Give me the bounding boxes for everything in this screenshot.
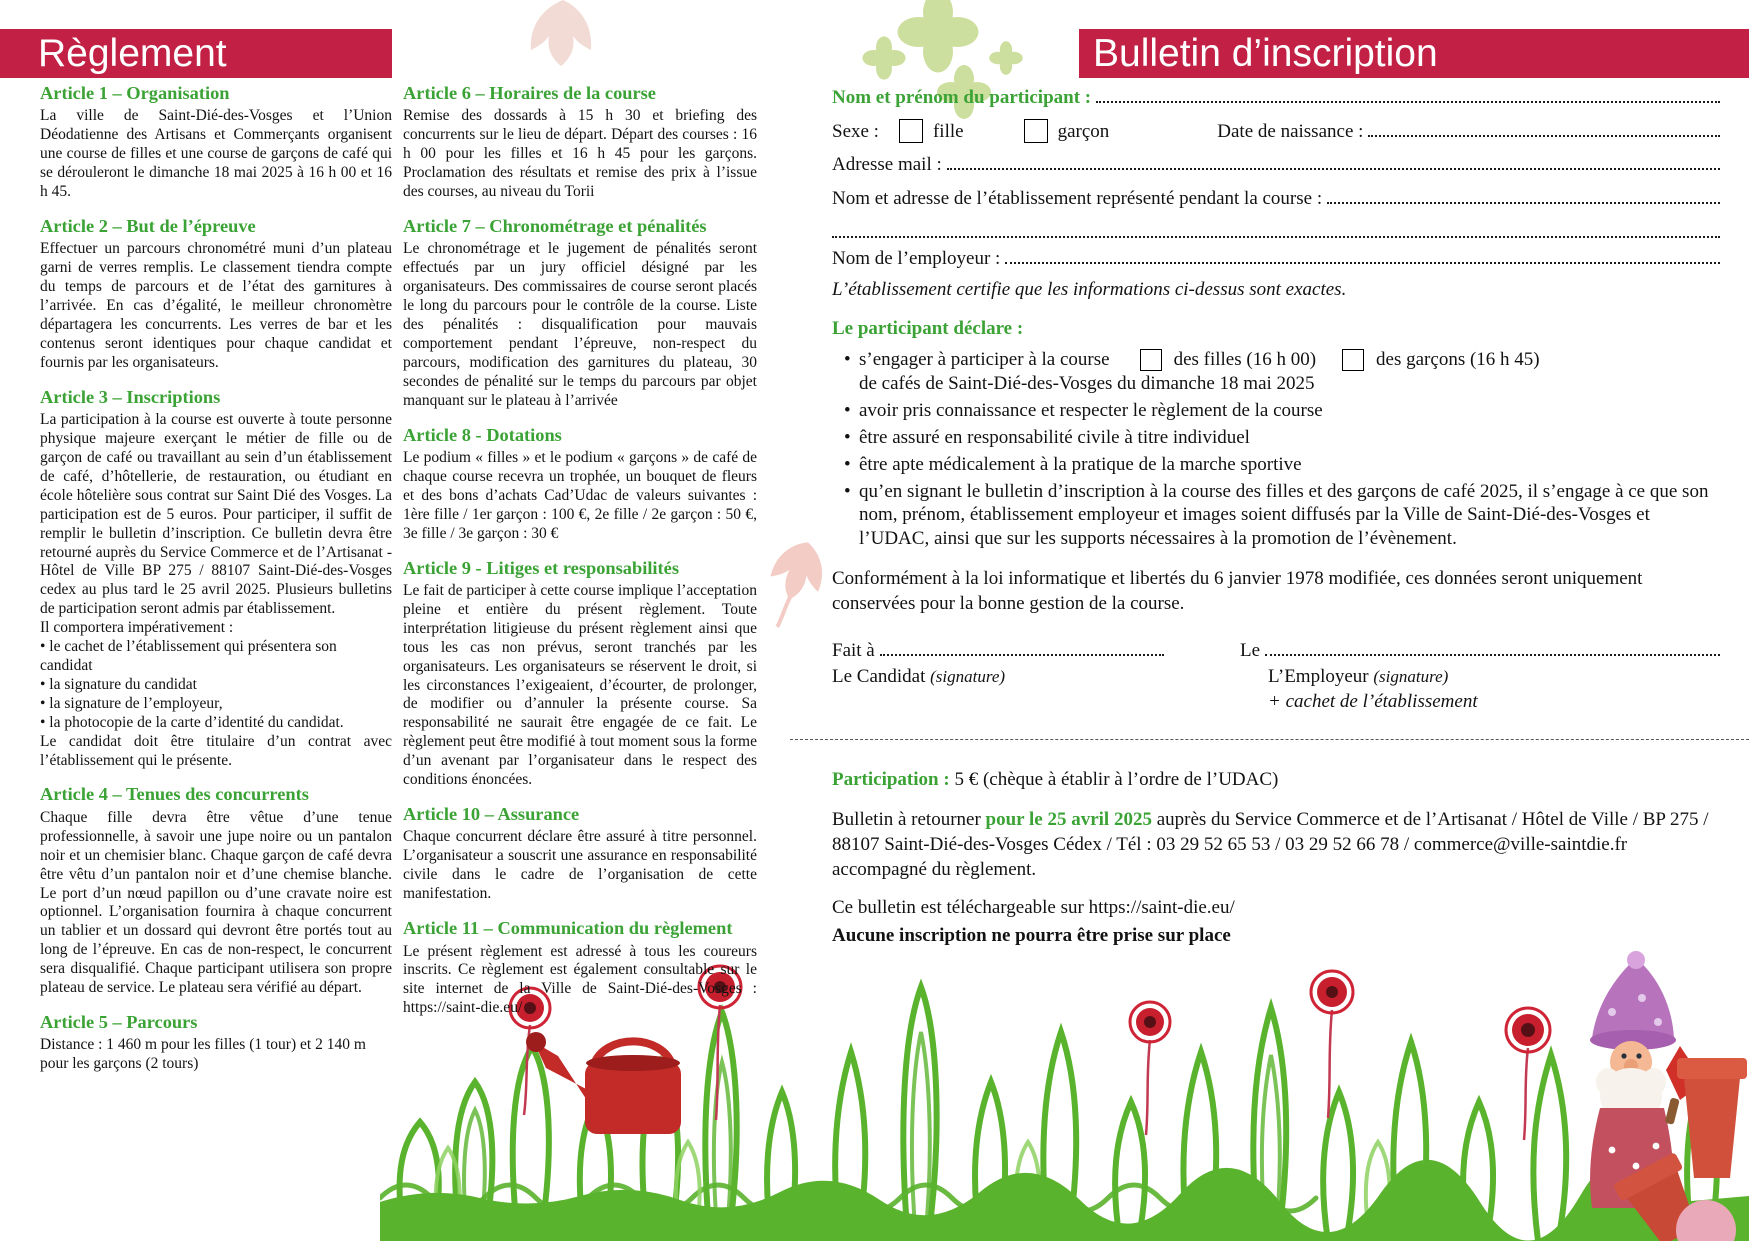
declaration-item-2: • avoir pris connaissance et respecter le règlement de la course xyxy=(844,399,1323,421)
sex-label: Sexe : xyxy=(832,120,879,142)
declaration-item-1-line2: de cafés de Saint-Dié-des-Vosges du dimanche 18 mai 2025 xyxy=(859,372,1315,394)
candidate-signature-label: Le Candidat (signature) xyxy=(832,666,1006,688)
article-1-title: Article 1 – Organisation xyxy=(40,83,230,103)
article-9 xyxy=(403,557,757,790)
date-label: Le xyxy=(1240,639,1261,661)
declaration-item-3: • être assuré en responsabilité civile à titre individuel xyxy=(844,426,1250,448)
article-4-title: Article 4 – Tenues des concurrents xyxy=(40,784,309,805)
employer-row xyxy=(832,245,1720,272)
bulletin-form xyxy=(832,84,1720,949)
article-10-title: Article 10 – Assurance xyxy=(403,804,580,824)
place-date-row xyxy=(832,637,1720,664)
reglement-column-2 xyxy=(403,82,757,1031)
declaration-item-1: • s’engager à participer à la course des filles (16 h 00) des garçons (16 h 45) de cafés de Saint-Dié-des-Vosges du dimanche 18 mai 2025 xyxy=(844,348,1720,396)
poppy-flower xyxy=(1311,971,1353,1118)
certification-note: L’établissement certifie que les informations ci-dessus sont exactes. xyxy=(832,279,1347,301)
article-1 xyxy=(40,82,392,202)
done-at-field[interactable] xyxy=(880,637,1164,656)
declaration-item-1-text: s’engager à participer à la course xyxy=(859,348,1110,370)
article-3 xyxy=(40,386,392,771)
article-3-title: Article 3 – Inscriptions xyxy=(40,386,221,407)
article-9-title: Article 9 - Litiges et responsabilités xyxy=(403,557,679,578)
reglement-column-1 xyxy=(40,82,392,1087)
article-8-body: Le podium « filles » et le podium « garçons » de café de chaque course recevra un trophée, un bouquet de fleurs et des bons d’achats Cad’Udac de valeurs suivantes : 1ère fille / 1er garçon : 100 €, 2e fille / 2e garçon : 50 €, 3e fille / 3e garçon : 30 € xyxy=(403,449,757,542)
article-3-bullet: • la signature de l’employeur, xyxy=(40,694,223,712)
article-11 xyxy=(403,917,757,1018)
email-field[interactable] xyxy=(947,151,1720,170)
employer-signature-label: L’Employeur xyxy=(1268,666,1369,688)
return-instructions: Bulletin à retourner pour le 25 avril 2025 auprès du Service Commerce et de l’Artisanat / Hôtel de Ville / BP 275 / 88107 Saint-Dié-des-Vosges Cédex / Tél : 03 29 52 65 53 / 03 29 52 66 78 / commerce@ville-saintdie.fr accompagné du règlement. xyxy=(832,809,1709,880)
sex-option-garcon-label: garçon xyxy=(1057,120,1110,142)
establishment-field-line2[interactable] xyxy=(832,219,1720,238)
cut-line xyxy=(790,739,1749,740)
article-10-body: Chaque concurrent déclare être assuré à titre personnel. L’organisateur a souscrit une assurance en responsabilité civile dans le cadre de l’organisation de cette manifestation. xyxy=(403,828,757,903)
date-field[interactable] xyxy=(1265,637,1720,656)
checkbox-fille[interactable] xyxy=(899,119,923,143)
employer-field[interactable] xyxy=(1005,245,1720,264)
article-5-title: Article 5 – Parcours xyxy=(40,1011,198,1032)
article-3-bullet: • la photocopie de la carte d’identité du candidat. xyxy=(40,713,344,731)
email-label: Adresse mail : xyxy=(832,154,942,176)
birthdate-field[interactable] xyxy=(1368,118,1720,137)
article-7-body: Le chronométrage et le jugement de pénalités seront effectués par un jury officiel désigné par les organisateurs. Des commissaires de course seront placés le long du parcours pour le contrôle de la course. Liste des pénalités : disqualification pour mauvais comportement pendant l’épreuve, non-respect du parcours, modification des garnitures du plateau, 30 secondes de pénalité sur le temps du parcours par objet manquant sur le plateau à l’arrivée xyxy=(403,240,757,409)
done-at-label: Fait à xyxy=(832,639,875,661)
participant-name-field[interactable] xyxy=(1096,84,1720,103)
signature-row xyxy=(832,665,1720,714)
leaf-decoration-middle xyxy=(752,538,837,633)
article-6-title: Article 6 – Horaires de la course xyxy=(403,83,656,103)
participation-label: Participation : xyxy=(832,768,950,790)
article-5 xyxy=(40,1011,392,1074)
establishment-row xyxy=(832,185,1720,212)
declaration-title: Le participant déclare : xyxy=(832,318,1024,340)
participation-text: 5 € (chèque à établir à l’ordre de l’UDAC) xyxy=(954,768,1279,790)
article-3-body: La participation à la course est ouverte à toute personne physique majeure exerçant le métier de fille ou de garçon de café ou travaillant au sein d’un établissement de café, d’hôtellerie, de restauration, ou étudiant en école hôtelière sous contrat sur Saint Dié des Vosges. La participation est de 5 euros. Pour participer, il suffit de remplir le bulletin d’inscription. Ce bulletin devra être retourné auprès du Service Commerce et de l’Artisanat - Hôtel de Ville BP 275 / 88107 Saint-Dié-des-Vosges cedex au plus tard le 25 avril 2025. Plusieurs bulletins de participation seront admis par établissement. xyxy=(40,411,392,618)
article-3-intro: Il comportera impérativement : xyxy=(40,619,234,637)
article-3-bullet: • la signature du candidat xyxy=(40,675,197,693)
article-6 xyxy=(403,82,757,202)
participant-name-label: Nom et prénom du participant : xyxy=(832,87,1092,108)
checkbox-course-filles[interactable] xyxy=(1140,349,1162,371)
article-6-body: Remise des dossards à 15 h 30 et briefing des concurrents sur le lieu de départ. Départ des courses : 16 h 00 pour les filles et 16 h 45 pour les garçons. Proclamation des résultats et remise des prix à l’issue des courses, au niveau du Torii xyxy=(403,107,757,201)
article-9-body: Le fait de participer à cette course implique l’acceptation pleine et entière du présent règlement. Toute interprétation litigieuse du présent règlement ainsi que tous les cas non prévus, seront tranchés par les organisateurs. Les organisateurs se réservent le droit, si les circonstances l’exigeaient, d’écourter, de prolonger, de modifier ou d’annuler la présente course. Sa responsabilité ne saurait être engagée de ce fait. Le règlement peut être modifié à tout moment sous la forme d’un avenant par l’organisateur dans le respect des conditions énoncées. xyxy=(403,582,757,789)
privacy-note: Conformément à la loi informatique et libertés du 6 janvier 1978 modifiée, ces données seront uniquement conservées pour la bonne gestion de la course. xyxy=(832,568,1643,614)
declaration-item-4: • être apte médicalement à la pratique de la marche sportive xyxy=(844,453,1302,475)
establishment-label: Nom et adresse de l’établissement représenté pendant la course : xyxy=(832,188,1323,210)
bulletin-title: Bulletin d’inscription xyxy=(1093,32,1438,75)
establishment-field[interactable] xyxy=(1327,185,1720,204)
article-2-body: Effectuer un parcours chronométré muni d’un plateau garni de verres remplis. Le classement tiendra compte du temps de parcours et de l’état des garnitures à l’arrivée. En cas d’égalité, le meilleur chronomètre départagera les concurrents. Les verres de bar et les contenus seront identiques pour chaque candidat et fournis par les organisateurs. xyxy=(40,240,392,371)
article-7 xyxy=(403,215,757,411)
article-10 xyxy=(403,803,757,904)
article-11-body: Le présent règlement est adressé à tous les coureurs inscrits. Ce règlement est également consultable sur le site internet de la Ville de Saint-Dié-des-Vosges : https://saint-die.eu/ xyxy=(403,942,757,1017)
candidate-signature-note: (signature) xyxy=(930,667,1006,687)
employer-signature-block xyxy=(1268,665,1720,714)
article-2 xyxy=(40,215,392,373)
article-4 xyxy=(40,783,392,998)
return-deadline: pour le 25 avril 2025 xyxy=(985,809,1152,831)
employer-label: Nom de l’employeur : xyxy=(832,247,1001,269)
employer-signature-note: (signature) xyxy=(1373,667,1449,687)
reglement-banner xyxy=(0,29,392,78)
article-11-title: Article 11 – Communication du règlement xyxy=(403,918,733,939)
email-row xyxy=(832,151,1720,178)
course-filles-label: des filles (16 h 00) xyxy=(1173,348,1317,370)
birthdate-label: Date de naissance : xyxy=(1217,120,1364,142)
checkbox-course-garcons[interactable] xyxy=(1342,349,1364,371)
article-7-title: Article 7 – Chronométrage et pénalités xyxy=(403,215,707,236)
article-2-title: Article 2 – But de l’épreuve xyxy=(40,215,256,236)
leaf-decoration-top xyxy=(505,0,620,70)
declaration-item-5: • qu’en signant le bulletin d’inscription à la course des filles et des garçons de café 2025, il s’engage à ce que son nom, prénom, établissement employeur et images soient diffusés par la Ville de Saint-Dié-des-Vosges et l’UDAC, ainsi que sur les supports nécessaires à la promotion de l’évènement. xyxy=(844,480,1709,550)
reglement-title: Règlement xyxy=(38,32,227,75)
no-onsite-note: Aucune inscription ne pourra être prise sur place xyxy=(832,925,1231,947)
article-1-body: La ville de Saint-Dié-des-Vosges et l’Union Déodatienne des Artisans et Commerçants organisent une course de filles et une course de garçons de café qui se dérouleront le dimanche 18 mai 2025 à 16 h 00 et 16 h 45. xyxy=(40,107,392,201)
bulletin-banner xyxy=(1079,29,1749,78)
article-4-body: Chaque fille devra être vêtue d’une tenue professionnelle, à savoir une jupe noire ou un pantalon noir et un chemisier blanc. Chaque garçon de café devra être vêtu d’un pantalon noir et d’une chemise blanche. Le port d’un nœud papillon ou d’une cravate noire est optionnel. L’organisation fournira à chaque concurrent un tablier et un dossard qui devront être portés tout au long de l’épreuve. En cas de non-respect, le concurrent sera disqualifié. Chaque participant utilisera son propre plateau de service. Le plateau sera vérifié au départ. xyxy=(40,808,392,997)
article-3-closing: Le candidat doit être titulaire d’un contrat avec l’établissement qui le présente. xyxy=(40,732,392,769)
checkbox-garcon[interactable] xyxy=(1024,119,1048,143)
participant-name-row xyxy=(832,84,1720,111)
establishment-row-2 xyxy=(832,219,1720,238)
article-8 xyxy=(403,424,757,544)
course-garcons-label: des garçons (16 h 45) xyxy=(1376,348,1540,370)
declaration-list xyxy=(832,348,1720,552)
article-3-bullet: • le cachet de l’établissement qui présentera son candidat xyxy=(40,638,337,675)
sex-birthdate-row xyxy=(832,118,1720,145)
article-5-body: Distance : 1 460 m pour les filles (1 tour) et 2 140 m pour les garçons (2 tours) xyxy=(40,1036,366,1073)
employer-stamp-note: + cachet de l’établissement xyxy=(1268,691,1478,713)
participation-line xyxy=(832,768,1720,793)
article-8-title: Article 8 - Dotations xyxy=(403,424,562,445)
download-note: Ce bulletin est téléchargeable sur https://saint-die.eu/ xyxy=(832,896,1235,918)
sex-option-fille-label: fille xyxy=(932,120,964,142)
